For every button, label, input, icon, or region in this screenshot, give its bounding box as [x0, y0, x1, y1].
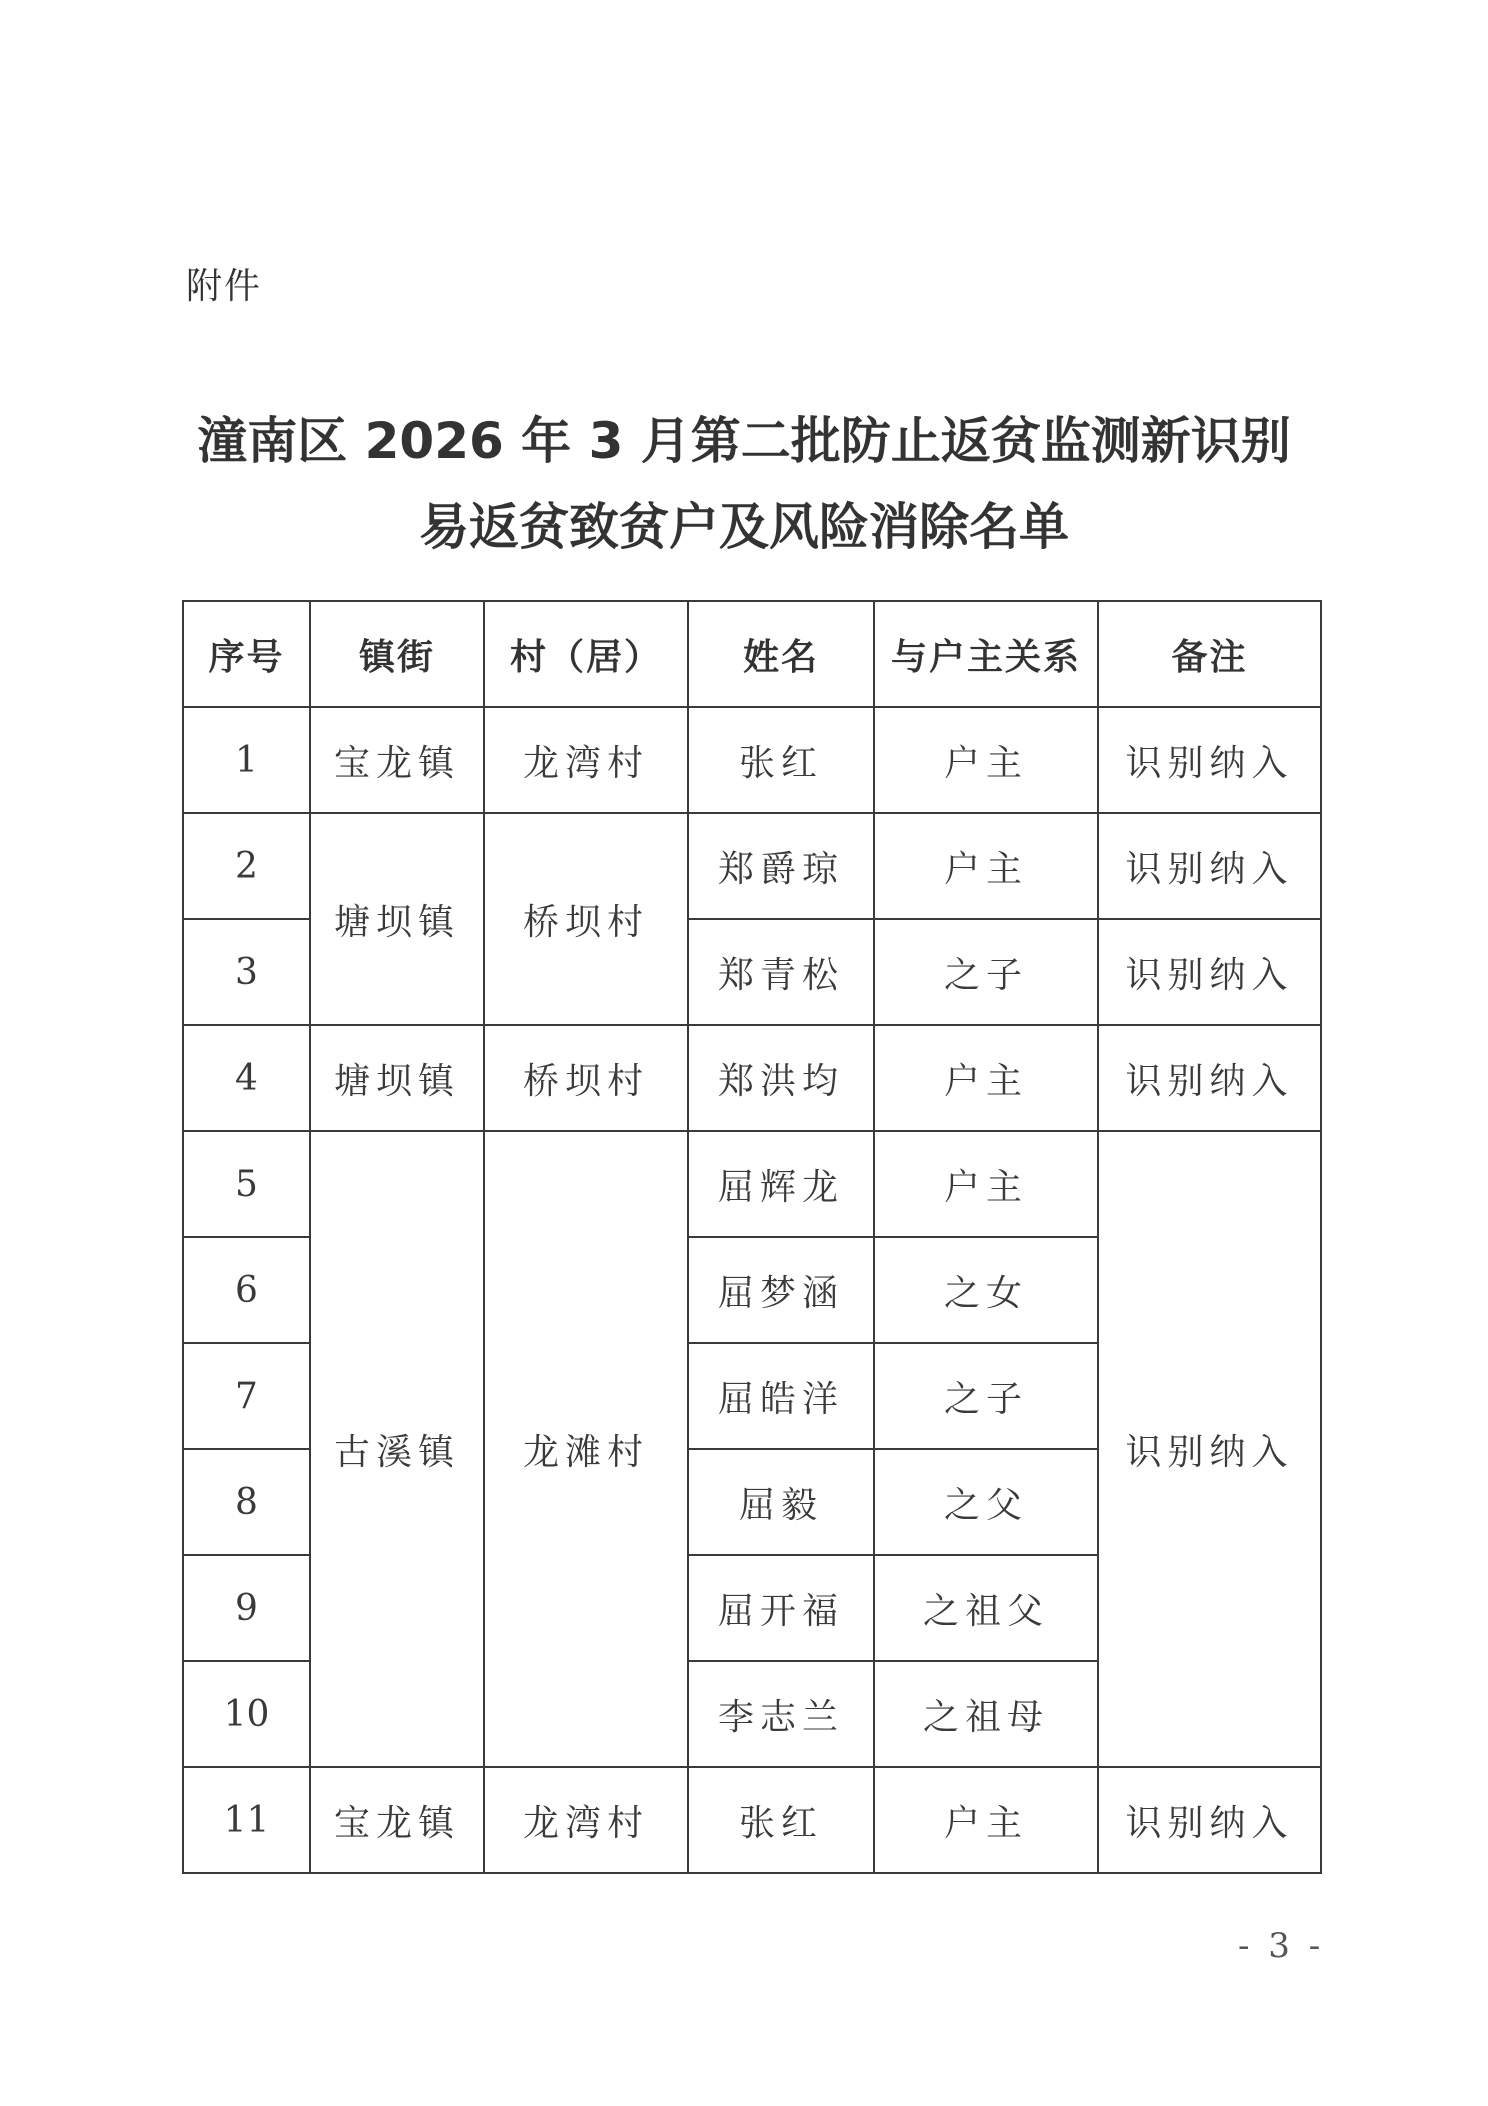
header-name: 姓名 — [688, 601, 874, 707]
row-index: 10 — [183, 1661, 310, 1767]
attachment-label: 附件 — [186, 266, 263, 307]
row-relation: 之祖母 — [874, 1661, 1098, 1767]
row-index: 4 — [183, 1025, 310, 1131]
table-row — [183, 1767, 1321, 1873]
row-note: 识别纳入 — [1098, 707, 1321, 813]
row-relation: 之子 — [874, 919, 1098, 1025]
header-town: 镇街 — [310, 601, 484, 707]
row-name: 郑洪均 — [688, 1025, 874, 1131]
table-row — [183, 1025, 1321, 1131]
row-relation: 之父 — [874, 1449, 1098, 1555]
row-relation: 户主 — [874, 813, 1098, 919]
row-name: 张红 — [688, 707, 874, 813]
roster-table — [182, 600, 1322, 1874]
row-relation: 户主 — [874, 1767, 1098, 1873]
table-row — [183, 707, 1321, 813]
row-relation: 户主 — [874, 1025, 1098, 1131]
row-note: 识别纳入 — [1098, 1131, 1321, 1767]
row-index: 5 — [183, 1131, 310, 1237]
row-relation: 之祖父 — [874, 1555, 1098, 1661]
row-index: 3 — [183, 919, 310, 1025]
row-index: 11 — [183, 1767, 310, 1873]
row-index: 2 — [183, 813, 310, 919]
row-relation: 户主 — [874, 707, 1098, 813]
table-row — [183, 813, 1321, 919]
page-number: - 3 - — [1238, 1926, 1325, 1966]
row-name: 郑爵琼 — [688, 813, 874, 919]
row-index: 7 — [183, 1343, 310, 1449]
row-name: 屈皓洋 — [688, 1343, 874, 1449]
row-name: 屈辉龙 — [688, 1131, 874, 1237]
row-relation: 之子 — [874, 1343, 1098, 1449]
row-note: 识别纳入 — [1098, 1025, 1321, 1131]
document-title — [150, 398, 1338, 570]
row-note: 识别纳入 — [1098, 813, 1321, 919]
header-note: 备注 — [1098, 601, 1321, 707]
row-village: 桥坝村 — [484, 813, 688, 1025]
row-town: 塘坝镇 — [310, 813, 484, 1025]
row-name: 屈开福 — [688, 1555, 874, 1661]
title-line-2: 易返贫致贫户及风险消除名单 — [419, 498, 1069, 556]
table-row — [183, 1131, 1321, 1237]
row-name: 李志兰 — [688, 1661, 874, 1767]
row-town: 塘坝镇 — [310, 1025, 484, 1131]
row-index: 9 — [183, 1555, 310, 1661]
row-name: 郑青松 — [688, 919, 874, 1025]
row-note: 识别纳入 — [1098, 1767, 1321, 1873]
header-village: 村（居） — [484, 601, 688, 707]
row-village: 龙湾村 — [484, 1767, 688, 1873]
row-name: 屈梦涵 — [688, 1237, 874, 1343]
row-name: 屈毅 — [688, 1449, 874, 1555]
row-note: 识别纳入 — [1098, 919, 1321, 1025]
row-town: 宝龙镇 — [310, 707, 484, 813]
row-index: 6 — [183, 1237, 310, 1343]
row-village: 龙滩村 — [484, 1131, 688, 1767]
row-town: 古溪镇 — [310, 1131, 484, 1767]
header-relation: 与户主关系 — [874, 601, 1098, 707]
table-header-row — [183, 601, 1321, 707]
row-index: 1 — [183, 707, 310, 813]
row-town: 宝龙镇 — [310, 1767, 484, 1873]
row-relation: 户主 — [874, 1131, 1098, 1237]
row-index: 8 — [183, 1449, 310, 1555]
row-village: 桥坝村 — [484, 1025, 688, 1131]
row-village: 龙湾村 — [484, 707, 688, 813]
header-index: 序号 — [183, 601, 310, 707]
row-relation: 之女 — [874, 1237, 1098, 1343]
row-name: 张红 — [688, 1767, 874, 1873]
title-line-1: 潼南区 2026 年 3 月第二批防止返贫监测新识别 — [197, 412, 1291, 470]
